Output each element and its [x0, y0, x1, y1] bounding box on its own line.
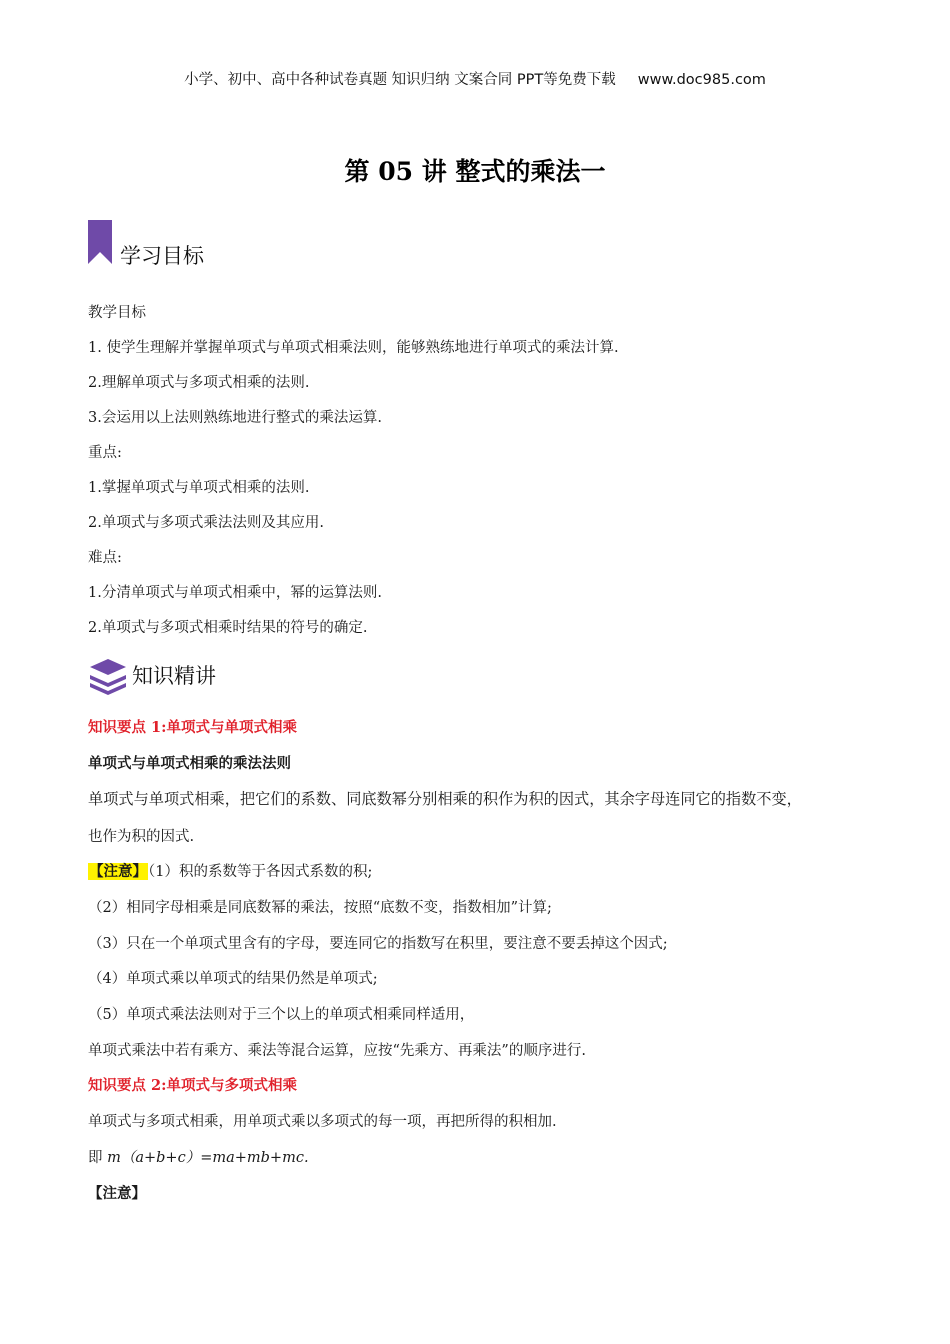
text-line: （3）只在一个单项式里含有的字母，要连同它的指数写在积里，要注意不要丢掉这个因式;: [88, 936, 668, 952]
point1-title: 知识要点 1:单项式与单项式相乘: [88, 719, 297, 736]
section-header-learning-goals: [88, 214, 204, 270]
header-url[interactable]: www.doc985.com: [637, 72, 766, 88]
formula-prefix: 即: [88, 1150, 103, 1166]
page-header: [0, 68, 950, 89]
text-line: 单项式乘法中若有乘方、乘法等混合运算，应按“先乘方、再乘法”的顺序进行.: [88, 1043, 586, 1059]
document-title: 第 05 讲 整式的乘法一: [344, 157, 606, 186]
bookmark-icon: [88, 220, 112, 264]
formula: m（a+b+c）=ma+mb+mc.: [107, 1150, 309, 1166]
text-line: 1.掌握单项式与单项式相乘的法则.: [88, 480, 310, 496]
text-line: 重点:: [88, 445, 122, 461]
note-tag-2: 【注意】: [88, 1185, 146, 1202]
text-line: 单项式与多项式相乘，用单项式乘以多项式的每一项，再把所得的积相加.: [88, 1114, 557, 1130]
section-label: 知识精讲: [132, 664, 216, 688]
text-line: 2.单项式与多项式相乘时结果的符号的确定.: [88, 620, 368, 636]
text-line: （5）单项式乘法法则对于三个以上的单项式相乘同样适用，: [88, 1007, 475, 1023]
text-line: （2）相同字母相乘是同底数幂的乘法，按照“底数不变，指数相加”计算;: [88, 900, 552, 916]
text-line: 单项式与单项式相乘，把它们的系数、同底数幂分别相乘的积作为积的因式，其余字母连同它的指数不变，: [88, 790, 802, 808]
text-line: 教学目标: [88, 305, 146, 321]
text-line: 2.理解单项式与多项式相乘的法则.: [88, 375, 310, 391]
text-line: 3.会运用以上法则熟练地进行整式的乘法运算.: [88, 410, 382, 426]
text-line: 1.分清单项式与单项式相乘中，幂的运算法则.: [88, 585, 382, 601]
header-text: 小学、初中、高中各种试卷真题 知识归纳 文案合同 PPT等免费下载: [184, 72, 616, 88]
point2-title: 知识要点 2:单项式与多项式相乘: [88, 1077, 297, 1094]
section-header-knowledge: [88, 655, 216, 695]
text-line: （4）单项式乘以单项式的结果仍然是单项式;: [88, 971, 378, 987]
note-tag: 【注意】: [89, 863, 147, 880]
note-line: [88, 862, 878, 882]
text-line: 1. 使学生理解并掌握单项式与单项式相乘法则，能够熟练地进行单项式的乘法计算.: [88, 340, 619, 356]
note-text: （1）积的系数等于各因式系数的积;: [148, 864, 373, 880]
books-stack-icon: [88, 655, 128, 695]
text-line: 2.单项式与多项式乘法法则及其应用.: [88, 515, 324, 531]
text-line: 也作为积的因式.: [88, 829, 195, 845]
section-label: 学习目标: [120, 244, 204, 268]
rule-title: 单项式与单项式相乘的乘法法则: [88, 755, 291, 772]
formula-line: [88, 1148, 878, 1168]
text-line: 难点:: [88, 550, 122, 566]
